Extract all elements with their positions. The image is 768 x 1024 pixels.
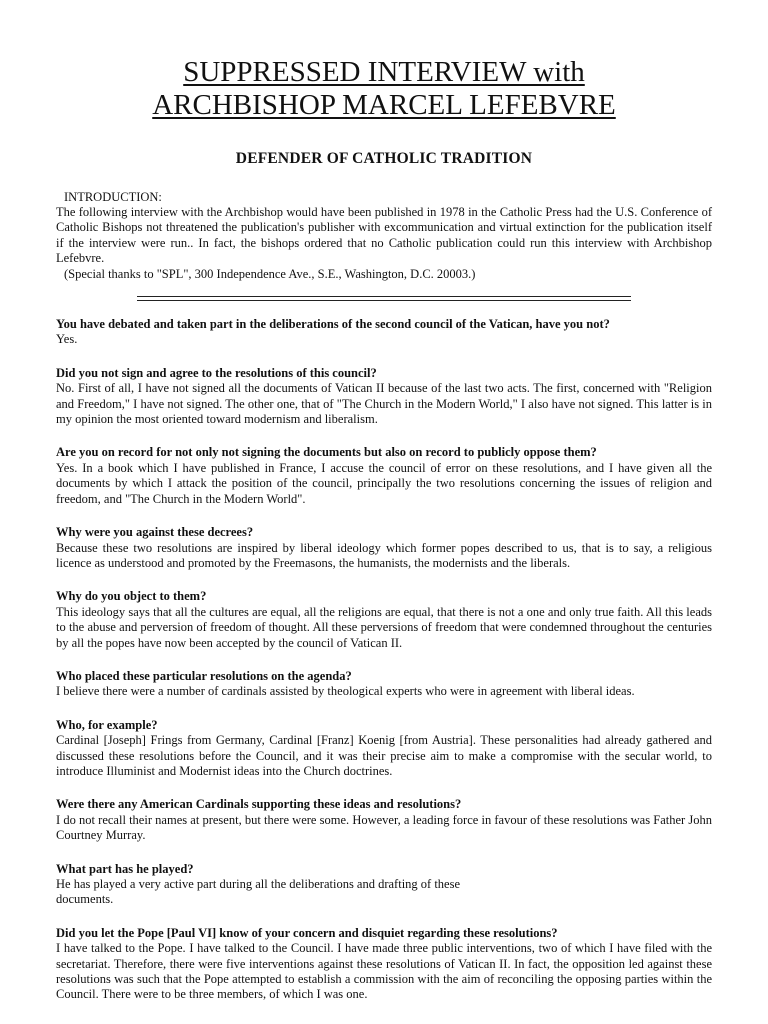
qa-item xyxy=(56,366,712,428)
question: Why do you object to them? xyxy=(56,589,207,604)
qa-item xyxy=(56,926,712,1003)
qa-item xyxy=(56,862,712,908)
qa-item xyxy=(56,797,712,843)
title-line-2: ARCHBISHOP MARCEL LEFEBVRE xyxy=(152,89,616,121)
question: Who, for example? xyxy=(56,717,158,732)
qa-item xyxy=(56,589,712,651)
question: Did you let the Pope [Paul VI] know of your concern and disquiet regarding these resolutions? xyxy=(56,925,558,940)
qa-item xyxy=(56,525,712,571)
answer: Cardinal [Joseph] Frings from Germany, Cardinal [Franz] Koenig [from Austria]. These personalities had already gathered and discussed these resolutions before the Council, and it was their precise aim to make a compromise with the secular world, to introduce Illuminist and Modernist ideas into the Church doctrines. xyxy=(56,733,712,778)
answer: He has played a very active part during all the deliberations and drafting of these documents. xyxy=(56,877,461,907)
answer: I do not recall their names at present, but there were some. However, a leading force in favour of these resolutions was Father John Courtney Murray. xyxy=(56,812,712,843)
question: Were there any American Cardinals supporting these ideas and resolutions? xyxy=(56,797,462,812)
qa-item xyxy=(56,669,712,700)
section-divider xyxy=(137,296,631,301)
document-subtitle: DEFENDER OF CATHOLIC TRADITION xyxy=(235,150,533,167)
answer: I believe there were a number of cardinals assisted by theological experts who were in agreement with liberal ideas. xyxy=(56,684,635,699)
answer: Yes. xyxy=(56,332,78,347)
answer: I have talked to the Pope. I have talked to the Council. I have made three public interventions, two of which I have filed with the secretariat. Therefore, there were five interventions against these resolutions of Vatican II. In fact, the opposition led against these resolutions was such that the Pope attempted to establish a commission with the aim of reconciling the opposing parties within the Council. There were to be three members, of which I was one. xyxy=(56,941,712,1002)
introduction-label: INTRODUCTION: xyxy=(64,190,162,204)
question: Are you on record for not only not signing the documents but also on record to publicly oppose them? xyxy=(56,445,597,460)
title-line-1: SUPPRESSED INTERVIEW with xyxy=(183,56,585,88)
document-title xyxy=(56,0,712,122)
question: You have debated and taken part in the deliberations of the second council of the Vatican, have you not? xyxy=(56,317,610,332)
question: Who placed these particular resolutions on the agenda? xyxy=(56,668,352,683)
answer: Yes. In a book which I have published in France, I accuse the council of error on these resolutions, and I have given all the documents by which I attack the position of the council, principally the two resolutions concerning the issues of religion and freedom, and "The Church in the Modern World". xyxy=(56,460,712,506)
special-thanks: (Special thanks to "SPL", 300 Independence Ave., S.E., Washington, D.C. 20003.) xyxy=(64,266,476,281)
question: Did you not sign and agree to the resolutions of this council? xyxy=(56,365,377,380)
introduction-text: The following interview with the Archbishop would have been published in 1978 in the Catholic Press had the U.S. Conference of Catholic Bishops not threatened the publication's publisher with excommunication and virtual extinction for the publication itself if the interview were run.. In fact, the bishops ordered that no Catholic publication could run this interview with Archbishop Lefebvre. xyxy=(56,205,712,266)
question: What part has he played? xyxy=(56,861,194,876)
interview-qa-list xyxy=(56,317,712,1003)
answer: Because these two resolutions are inspired by liberal ideology which former popes described to us, that is to say, a religious licence as understood and promoted by the Freemasons, the humanists, the modernists and the liberals. xyxy=(56,540,712,570)
answer: No. First of all, I have not signed all the documents of Vatican II because of the last two acts. The first, concerned with "Religion and Freedom," I have not signed. The other one, that of "The Church in the Modern World," I also have not signed. This latter is in my opinion the most oriented toward modernism and liberalism. xyxy=(56,381,712,427)
qa-item xyxy=(56,317,712,348)
qa-item xyxy=(56,445,712,507)
question: Why were you against these decrees? xyxy=(56,525,254,540)
qa-item xyxy=(56,718,712,780)
answer: This ideology says that all the cultures are equal, all the religions are equal, that there is not a one and only true faith. All this leads to the abuse and perversion of freedom of thought. All these perversions of freedom that were condemned throughout the centuries by all the popes have now been accepted by the council of Vatican II. xyxy=(56,604,712,650)
